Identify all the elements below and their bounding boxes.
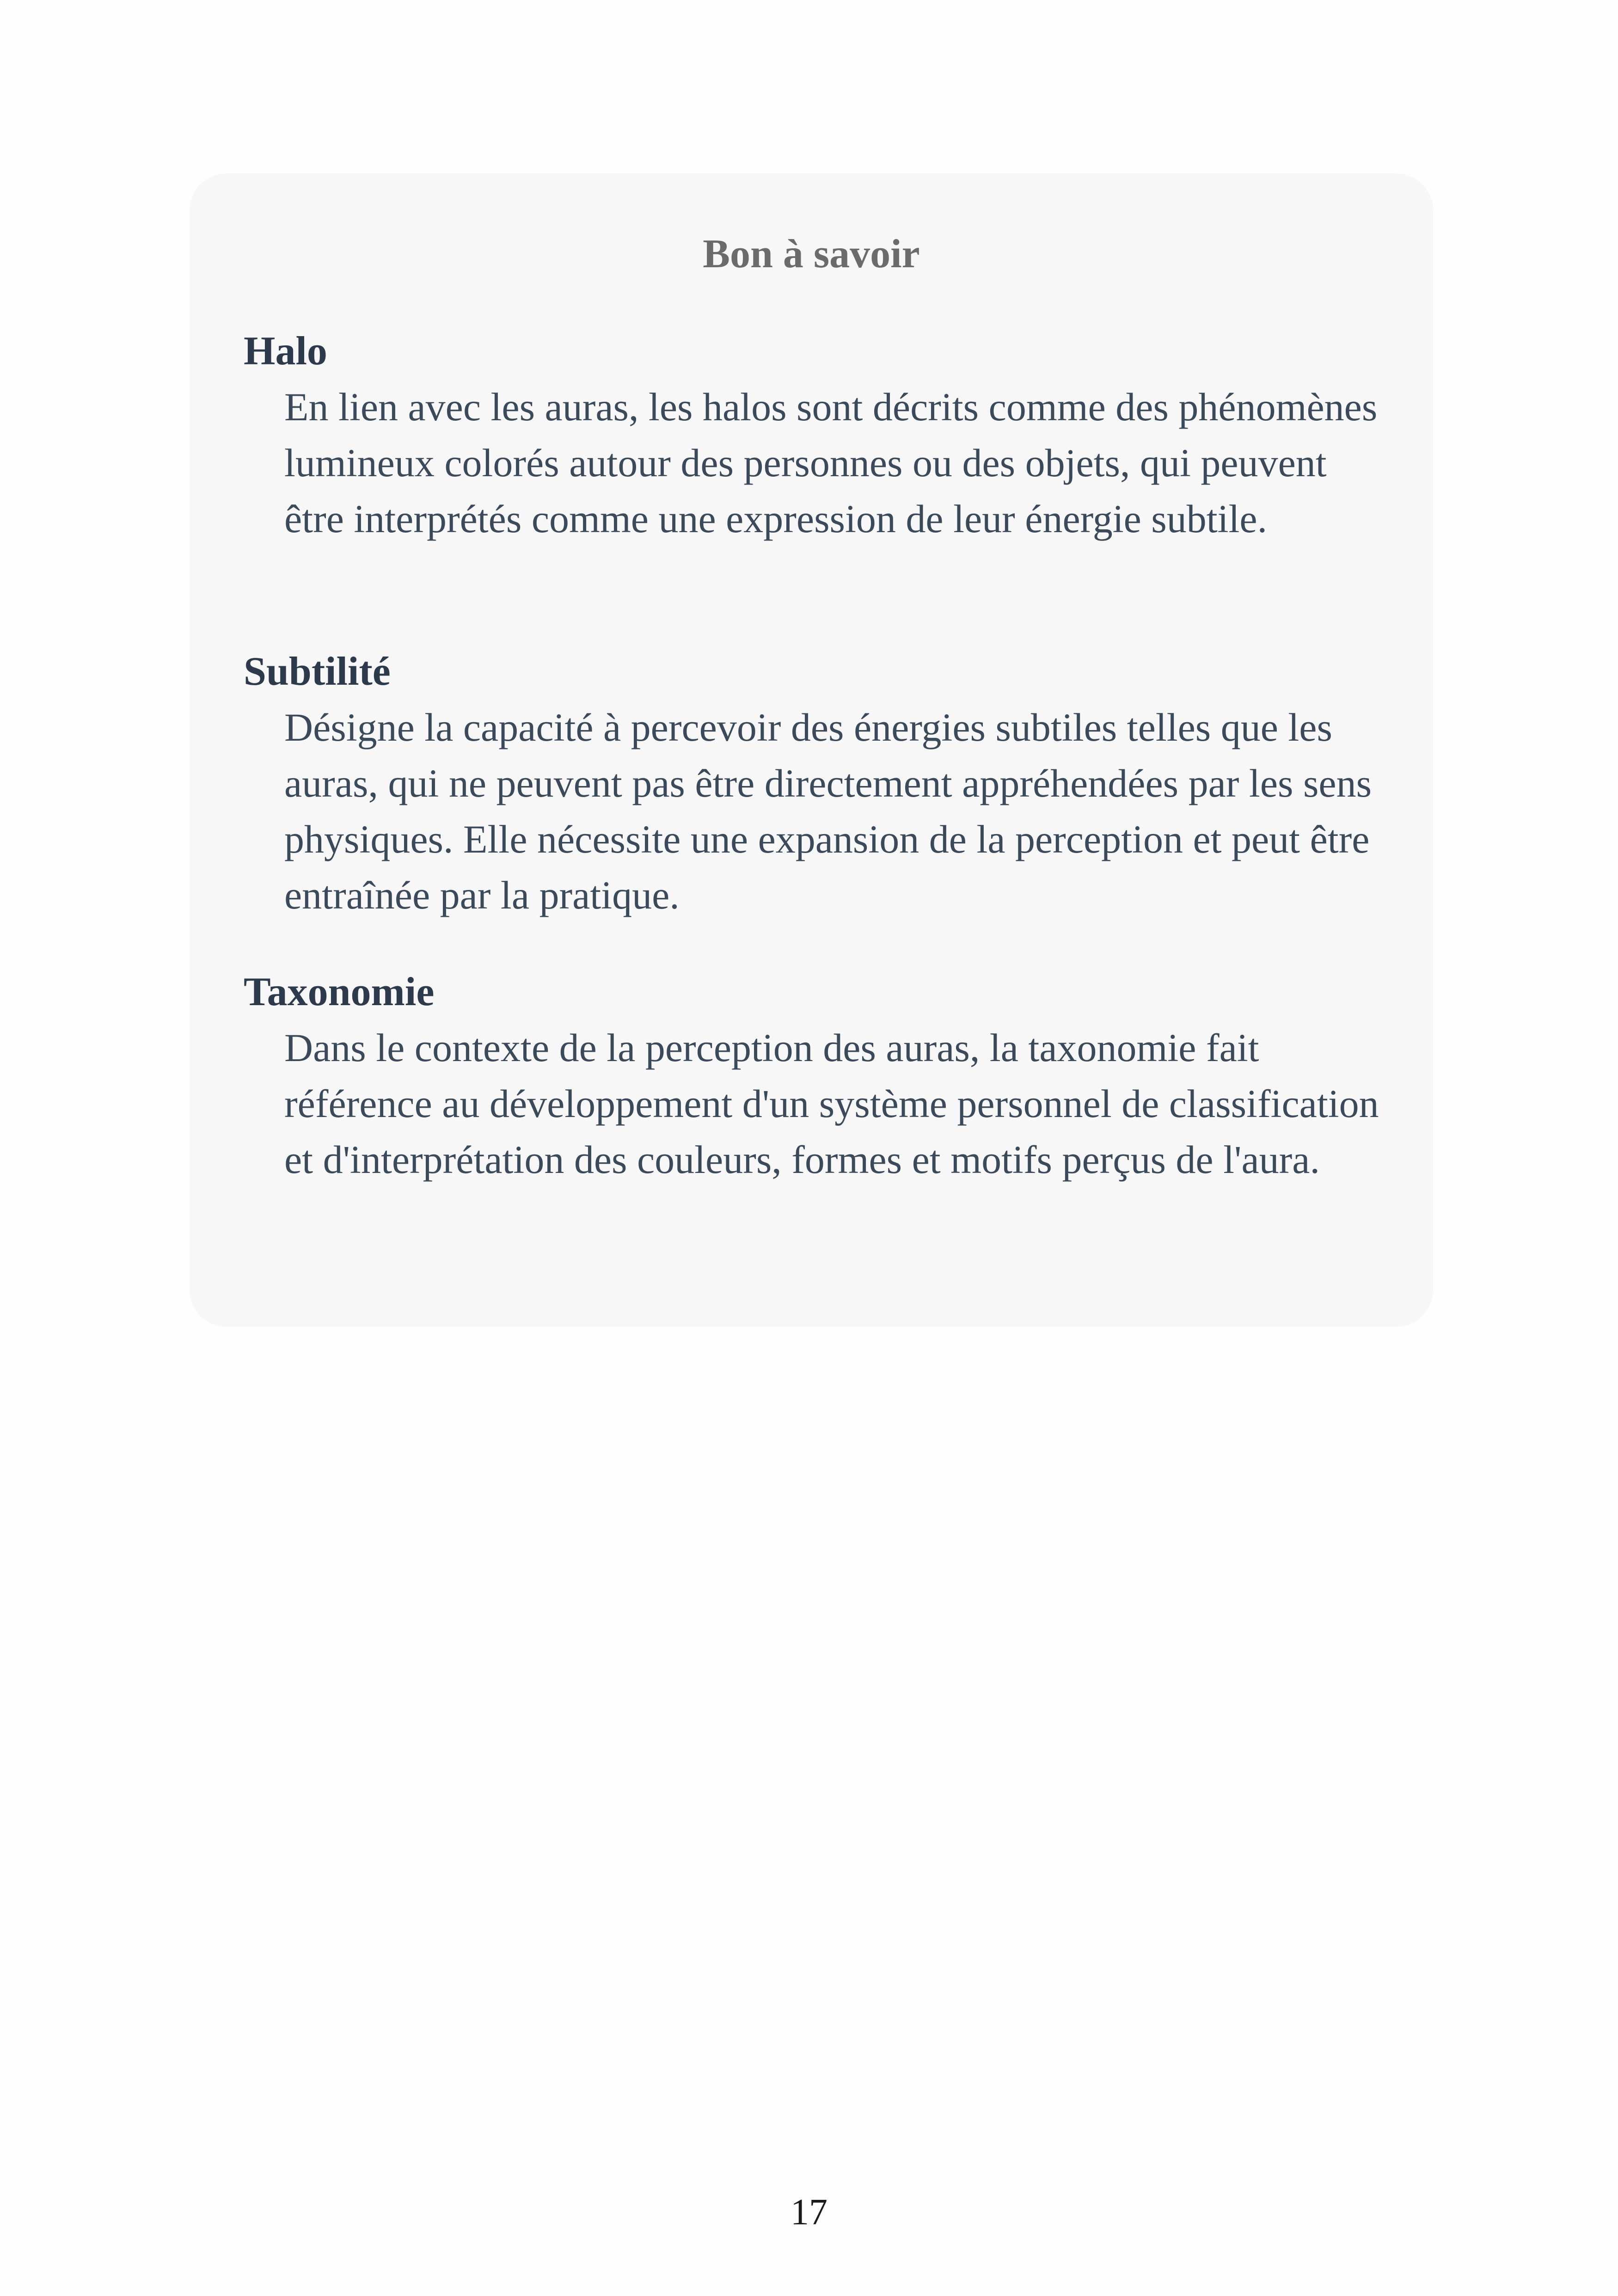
glossary-definition: En lien avec les auras, les halos sont décrits comme des phénomènes lumineux colorés autour des personnes ou des objets, qui peuvent être interprétés comme une expression de leur énergie subtile.	[284, 385, 1378, 541]
glossary-term: Halo	[244, 329, 327, 374]
glossary-definition: Désigne la capacité à percevoir des énergies subtiles telles que les auras, qui ne peuvent pas être directement appréhendées par les sens physiques. Elle nécessite une expansion de la perception et peut être entraînée par la pratique.	[284, 705, 1372, 917]
glossary-term: Taxonomie	[244, 970, 435, 1014]
glossary-entry-taxonomie	[244, 964, 1391, 1188]
glossary-definition: Dans le contexte de la perception des auras, la taxonomie fait référence au développement d'un système personnel de classification et d'interprétation des couleurs, formes et motifs perçus de l'aura.	[284, 1025, 1379, 1182]
glossary-term: Subtilité	[244, 649, 391, 694]
glossary-entry-subtilite	[244, 644, 1391, 923]
glossary-entry-halo	[244, 324, 1391, 547]
page-number: 17	[791, 2192, 827, 2233]
info-box	[190, 173, 1433, 1327]
info-box-title: Bon à savoir	[703, 232, 920, 276]
